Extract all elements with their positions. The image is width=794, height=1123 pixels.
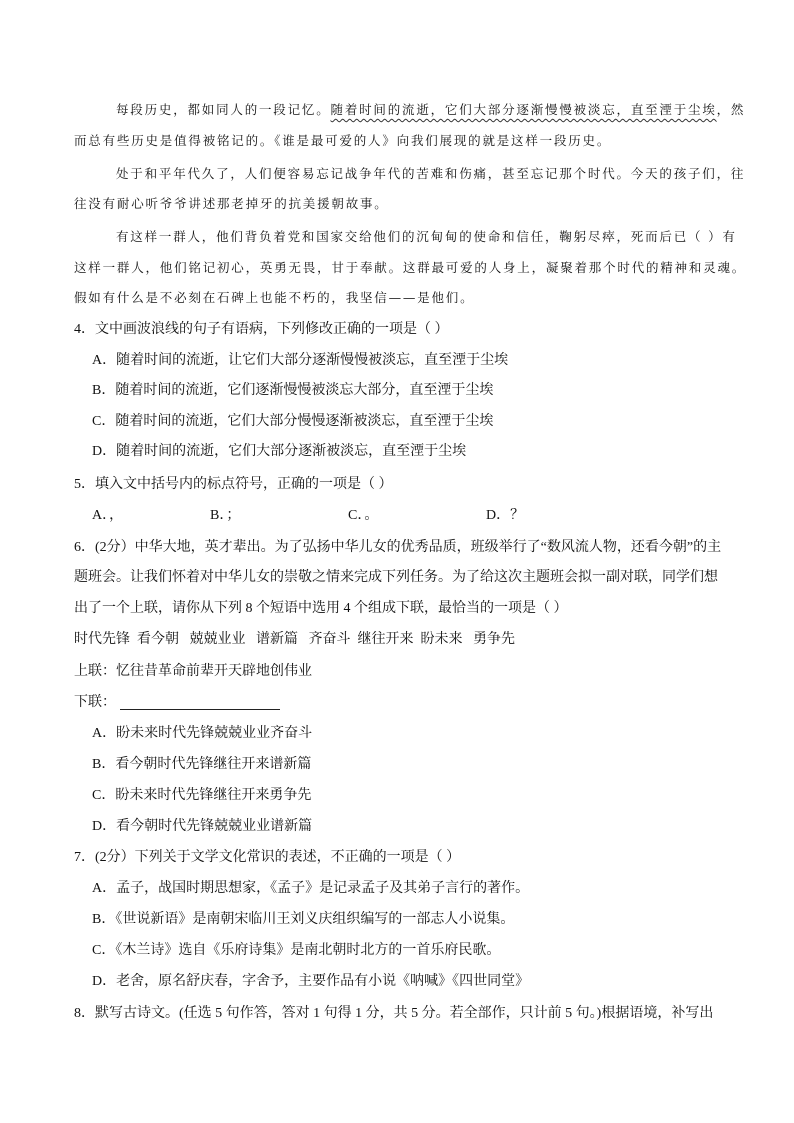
passage-p3-line1: 有这样一群人，他们背负着党和国家交给他们的沉甸甸的使命和信任，鞠躬尽瘁，死而后已（ ）有 — [116, 229, 737, 244]
q6-option-c[interactable]: C．盼未来时代先锋继往开来勇争先 — [92, 788, 312, 803]
q6-upper-couplet: 上联：忆往昔革命前辈开天辟地创伟业 — [74, 664, 312, 679]
q7-option-a[interactable]: A．孟子，战国时期思想家，《孟子》是记录孟子及其弟子言行的著作。 — [92, 881, 530, 896]
q7-option-c[interactable]: C．《木兰诗》选自《乐府诗集》是南北朝时北方的一首乐府民歌。 — [92, 943, 501, 958]
passage-p3-line3: 假如有什么是不必刻在石碑上也能不朽的，我坚信——是他们。 — [74, 290, 475, 305]
passage-p2-line1: 处于和平年代久了，人们便容易忘记战争年代的苦难和伤痛，甚至忘记那个时代。今天的孩子们，往 — [116, 166, 746, 181]
q7-option-b[interactable]: B．《世说新语》是南朝宋临川王刘义庆组织编写的一部志人小说集。 — [92, 912, 515, 927]
q4-option-b[interactable]: B．随着时间的流逝，它们逐渐慢慢被淡忘大部分，直至湮于尘埃 — [92, 383, 494, 398]
passage-p1-line2: 而总有些历史是值得被铭记的。《谁是最可爱的人》向我们展现的就是这样一段历史。 — [74, 133, 612, 148]
q4-option-c[interactable]: C．随着时间的流逝，它们大部分慢慢逐渐被淡忘，直至湮于尘埃 — [92, 414, 494, 429]
q6-option-a[interactable]: A．盼未来时代先锋兢兢业业齐奋斗 — [92, 726, 313, 741]
wavy-underlined-sentence: 随着时间的流逝，它们大部分逐渐慢慢被淡忘，直至湮于尘埃 — [330, 102, 717, 117]
q4-stem: 4．文中画波浪线的句子有语病，下列修改正确的一项是（ ） — [74, 322, 449, 337]
q5-option-a[interactable]: A．， — [92, 508, 124, 523]
passage-p1-suffix: ，然 — [716, 102, 746, 117]
q6-lower-couplet — [74, 693, 280, 713]
q6-stem-line2: 题班会。让我们怀着对中华儿女的崇敬之情来完成下列任务。为了给这次主题班会拟一副对联，同学们想 — [74, 570, 718, 585]
q4-option-a[interactable]: A．随着时间的流逝，让它们大部分逐渐慢慢被淡忘，直至湮于尘埃 — [92, 353, 509, 368]
passage-p1-prefix: 每段历史，都如同人的一段记忆。 — [116, 102, 331, 117]
q6-phrases: 时代先锋 看今朝 兢兢业业 谱新篇 齐奋斗 继往开来 盼未来 勇争先 — [74, 632, 515, 647]
q5-stem: 5．填入文中括号内的标点符号，正确的一项是（ ） — [74, 477, 393, 492]
q6-option-d[interactable]: D．看今朝时代先锋兢兢业业谱新篇 — [92, 819, 313, 834]
q7-stem: 7．(2分）下列关于文学文化常识的表述，不正确的一项是（ ） — [74, 850, 461, 865]
q6-stem-line1: 6．(2分）中华大地，英才辈出。为了弘扬中华儿女的优秀品质，班级举行了“数风流人物，还看今朝”的主 — [74, 540, 722, 555]
q4-option-d[interactable]: D．随着时间的流逝，它们大部分逐渐被淡忘，直至湮于尘埃 — [92, 444, 467, 459]
passage-p3-line2: 这样一群人，他们铭记初心，英勇无畏，甘于奉献。这群最可爱的人身上，凝聚着那个时代的精神和灵魂。 — [74, 260, 747, 275]
passage-p1-line1 — [116, 100, 745, 120]
q8-stem: 8．默写古诗文。(任选 5 句作答，答对 1 句得 1 分，共 5 分。若全部作，只计前 5 句。)根据语境，补写出 — [74, 1006, 714, 1021]
q6-stem-line3: 出了一个上联，请你从下列 8 个短语中选用 4 个组成下联，最恰当的一项是（ ） — [74, 601, 568, 616]
q6-lower-label: 下联： — [74, 695, 116, 710]
q5-option-b[interactable]: B．； — [210, 508, 241, 523]
q6-option-b[interactable]: B．看今朝时代先锋继往开来谱新篇 — [92, 757, 312, 772]
answer-blank[interactable] — [120, 695, 280, 710]
q7-option-d[interactable]: D．老舍，原名舒庆春，字舍予，主要作品有小说《呐喊》《四世同堂》 — [92, 974, 530, 989]
q5-option-d[interactable]: D．？ — [486, 508, 525, 523]
q5-option-c[interactable]: C．。 — [348, 508, 379, 523]
passage-p2-line2: 往没有耐心听爷爷讲述那老掉牙的抗美援朝故事。 — [74, 196, 389, 211]
